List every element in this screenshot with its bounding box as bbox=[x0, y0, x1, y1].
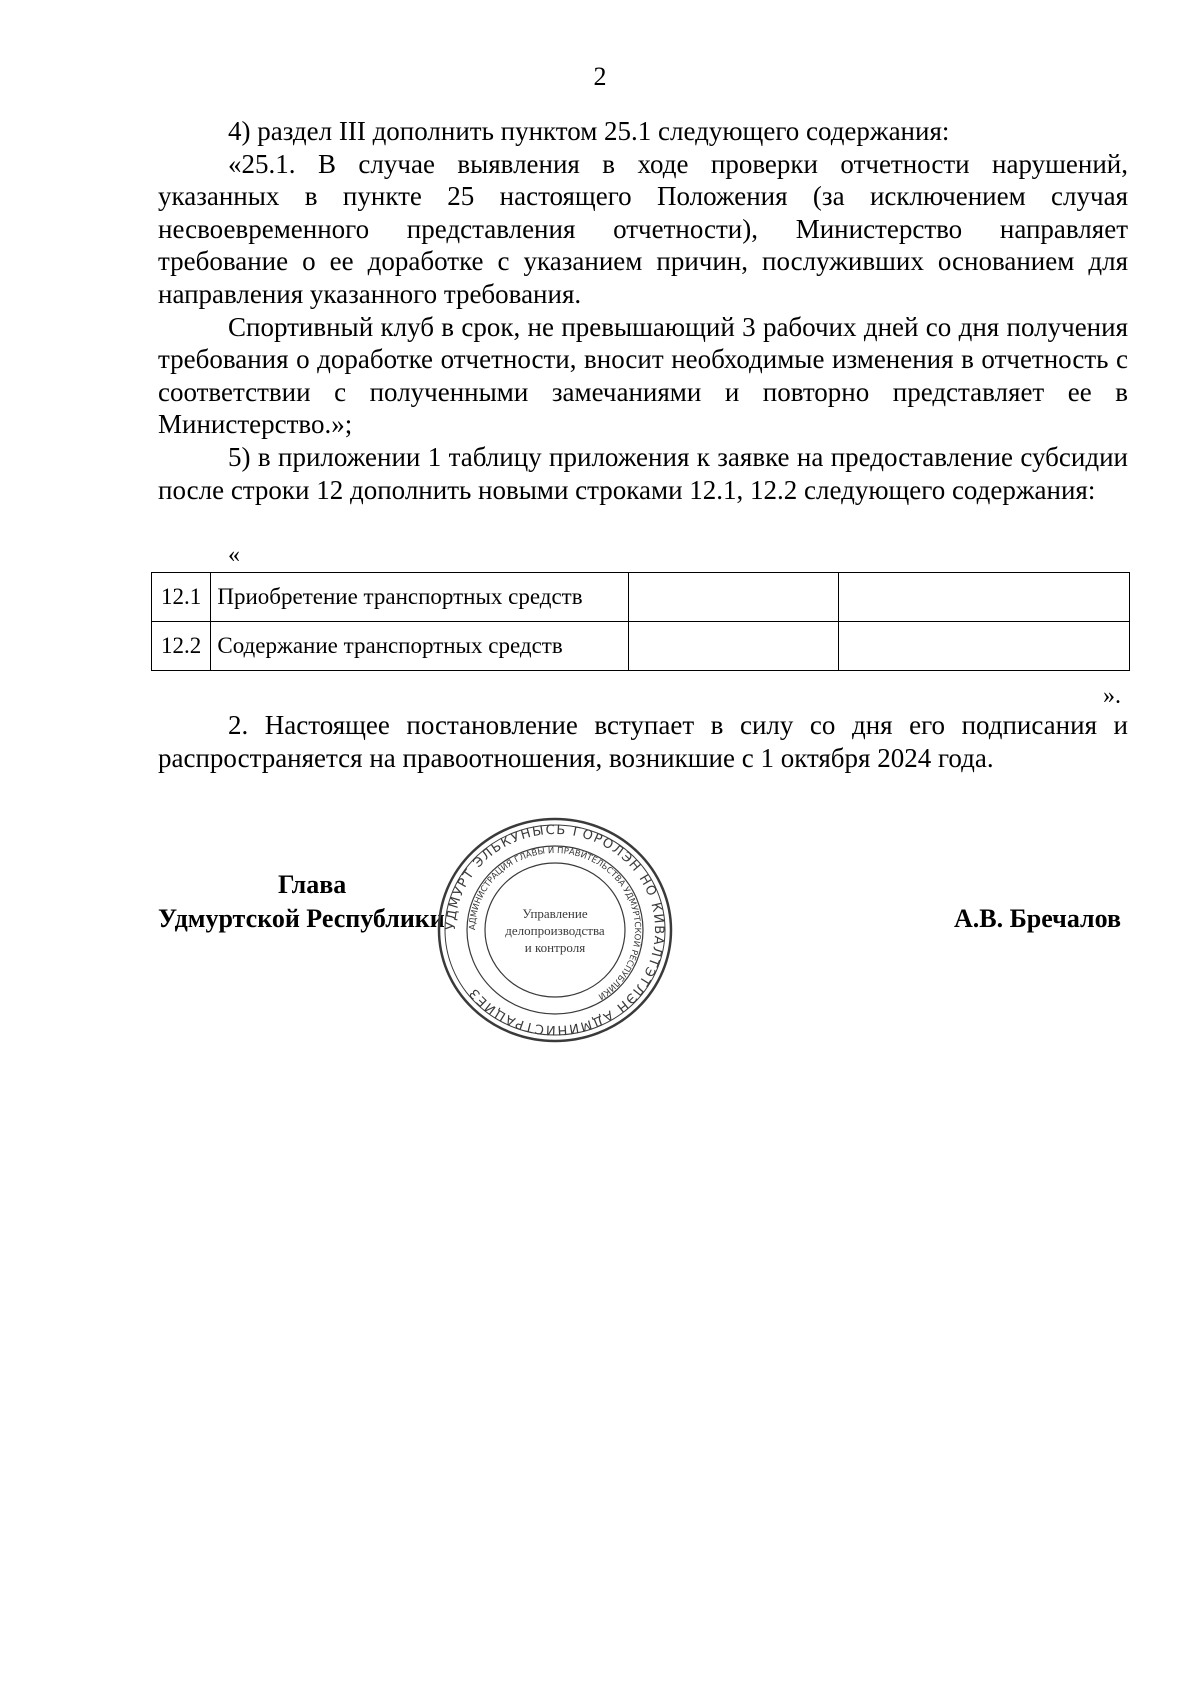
paragraph-item-5: 5) в приложении 1 таблицу приложения к заявке на предоставление субсидии после строки 12 дополнить новыми строками 12.1, 12.2 следующего содержания: bbox=[158, 441, 1128, 505]
signature-title: Глава bbox=[278, 870, 347, 899]
seal-outer-text: УДМУРТ ЭЛЬКУНЫСЬ ГОРОЛЭН НО КИВАЛТЭТЛЭН АДМИНИСТРАЦИЕЗ bbox=[443, 822, 667, 1038]
paragraph-item-4: 4) раздел III дополнить пунктом 25.1 следующего содержания: bbox=[228, 116, 950, 146]
quote-close: ». bbox=[1103, 683, 1121, 709]
seal-inner-ring-text: АДМИНИСТРАЦИЯ ГЛАВЫ И ПРАВИТЕЛЬСТВА УДМУРТСКОЙ РЕСПУБЛИКИ bbox=[467, 845, 643, 1002]
paragraph-sports-club: Спортивный клуб в срок, не превышающий 3 рабочих дней со дня получения требования о доработке отчетности, вносит необходимые изменения в отчетность с соответствии с полученными замечаниями и повторно представляет ее в Министерство.»; bbox=[158, 311, 1128, 440]
table-cell-empty bbox=[839, 622, 1130, 671]
table-row bbox=[152, 622, 1130, 671]
inserted-rows-table bbox=[151, 572, 1130, 671]
signature-name: А.В. Бречалов bbox=[954, 904, 1122, 933]
table-cell-name: Приобретение транспортных средств bbox=[211, 573, 629, 622]
quote-open: « bbox=[228, 542, 240, 568]
table-cell-num: 12.2 bbox=[152, 622, 211, 671]
official-seal bbox=[435, 815, 675, 1045]
table-cell-empty bbox=[628, 622, 838, 671]
table-cell-empty bbox=[839, 573, 1130, 622]
seal-center-line-3: и контроля bbox=[524, 940, 586, 955]
paragraph-2-effective-date: 2. Настоящее постановление вступает в силу со дня его подписания и распространяется на правоотношения, возникшие с 1 октября 2024 года. bbox=[158, 710, 1128, 773]
body-text bbox=[158, 115, 1128, 506]
table-cell-name: Содержание транспортных средств bbox=[211, 622, 629, 671]
seal-center-line-2: делопроизводства bbox=[505, 923, 605, 938]
seal-center-line-1: Управление bbox=[522, 906, 588, 921]
page-number: 2 bbox=[593, 62, 607, 91]
paragraph-clause-25-1: «25.1. В случае выявления в ходе проверки отчетности нарушений, указанных в пункте 25 настоящего Положения (за исключением случая несвоевременного представления отчетности), Министерство направляет требование о ее доработке с указанием причин, послуживших основанием для направления указанного требования. bbox=[158, 148, 1128, 309]
table-cell-num: 12.1 bbox=[152, 573, 211, 622]
signature-organization: Удмуртской Республики bbox=[158, 904, 445, 933]
table-row bbox=[152, 573, 1130, 622]
table-cell-empty bbox=[628, 573, 838, 622]
